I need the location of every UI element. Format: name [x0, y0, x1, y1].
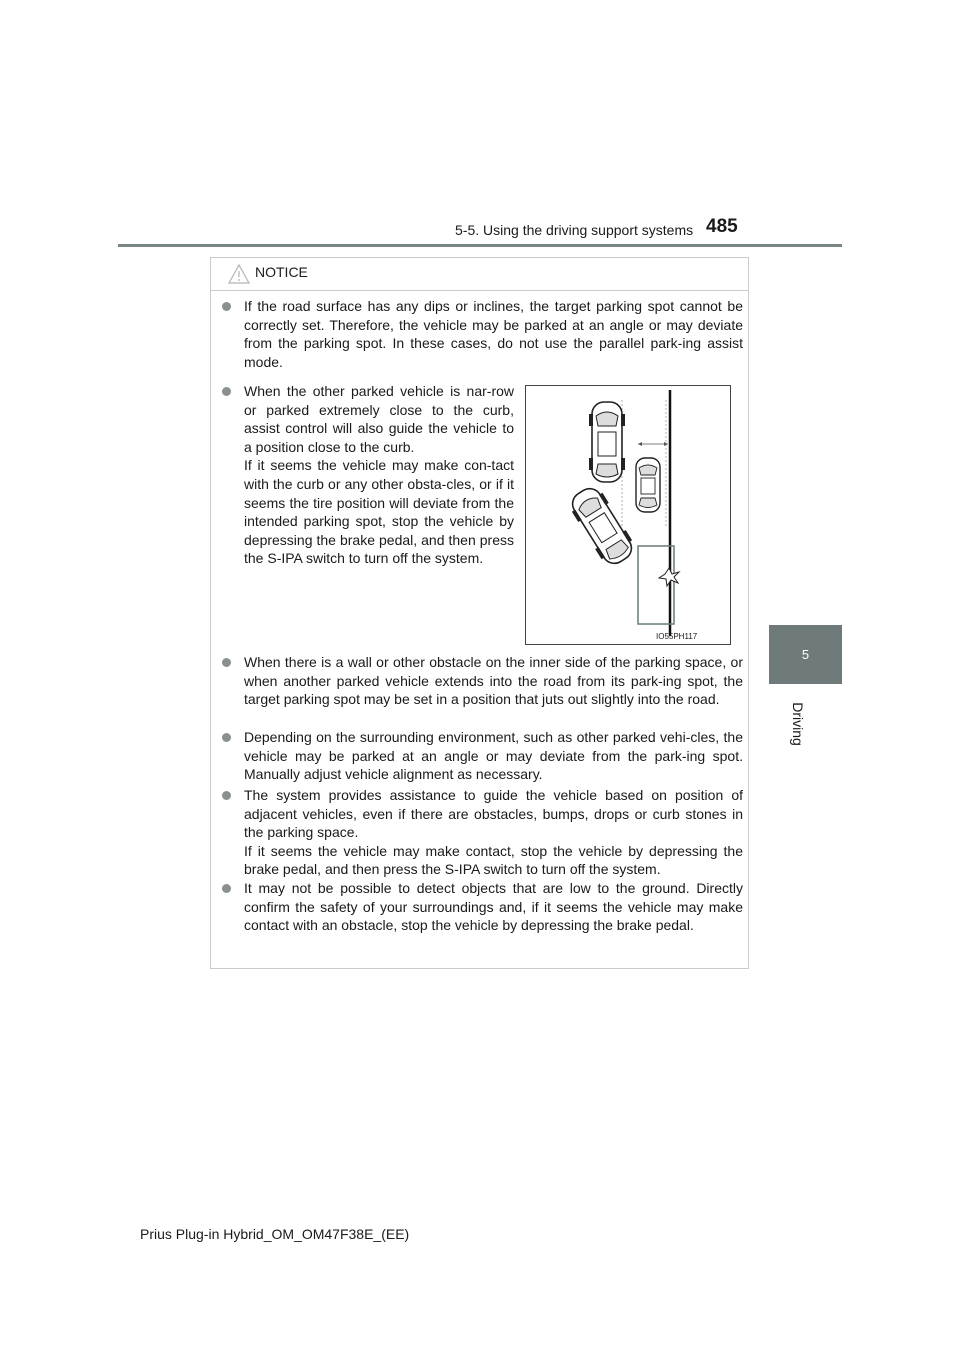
bullet-text: If the road surface has any dips or inclines, the target parking spot cannot be correctly set. Therefore, the vehicle may be parked at an angle or may deviate from the parking spot. In these cases, do not use the parallel park-ing assist mode.: [244, 298, 743, 370]
bullet-dot-icon: [222, 387, 231, 396]
target-spot-outline: [638, 546, 674, 624]
chapter-label-wrap: [780, 690, 830, 760]
notice-bullet: [222, 786, 743, 879]
narrow-parked-car-icon: [636, 458, 660, 512]
page-number: 485: [706, 216, 738, 237]
parked-car-icon: [589, 402, 625, 482]
parking-illustration: [525, 385, 731, 645]
maneuvering-car-icon: [566, 483, 639, 570]
header-section-title: 5-5. Using the driving support systems: [455, 222, 694, 238]
warning-icon: [228, 264, 250, 284]
bullet-dot-icon: [222, 791, 231, 800]
notice-title: NOTICE: [255, 264, 308, 280]
notice-bullet: [222, 653, 743, 709]
chapter-number: 5: [801, 647, 810, 662]
chapter-label: Driving: [789, 702, 806, 746]
notice-bullet: [222, 297, 743, 371]
bullet-text: When there is a wall or other obstacle on the inner side of the parking space, or when another parked vehicle extends into the road from its park-ing spot, the target parking spot may be set in a position that juts out slightly into the road.: [244, 654, 743, 708]
bullet-text: When the other parked vehicle is nar-row or parked extremely close to the curb, assist control will also guide the vehicle to a position close to the curb. If it seems the vehicle may make con-tact with the curb or any other obsta-cles, or if it seems the tire position will deviate from the intended parking spot, stop the vehicle by depressing the brake pedal, and then press the S-IPA switch to turn off the system.: [244, 383, 514, 567]
contact-burst-icon: [659, 568, 679, 586]
notice-bullet: [222, 382, 514, 568]
bullet-dot-icon: [222, 733, 231, 742]
header-rule: [118, 244, 842, 247]
bullet-dot-icon: [222, 302, 231, 311]
notice-bullet: [222, 879, 743, 935]
chapter-tab: [769, 625, 842, 684]
bullet-dot-icon: [222, 884, 231, 893]
bullet-text: It may not be possible to detect objects that are low to the ground. Directly confirm the safety of your surroundings and, if it seems the vehicle may make contact with an obstacle, stop the vehicle by depressing the brake pedal.: [244, 880, 743, 934]
bullet-dot-icon: [222, 658, 231, 667]
notice-bullet: [222, 728, 743, 784]
parking-diagram-svg: [526, 386, 730, 644]
notice-header: [211, 258, 748, 291]
bullet-text: Depending on the surrounding environment, such as other parked vehi-cles, the vehicle may be parked at an angle or may deviate from the park-ing spot. Manually adjust vehicle alignment as necessary.: [244, 729, 743, 783]
bullet-text: The system provides assistance to guide the vehicle based on position of adjacent vehicles, even if there are obstacles, bumps, drops or curb stones in the parking space. If it seems the vehicle may make contact, stop the vehicle by depressing the brake pedal, and then press the S-IPA switch to turn off the system.: [244, 787, 743, 878]
footer-document-id: Prius Plug-in Hybrid_OM_OM47F38E_(EE): [140, 1226, 410, 1242]
figure-code: IO55PH117: [656, 632, 698, 641]
